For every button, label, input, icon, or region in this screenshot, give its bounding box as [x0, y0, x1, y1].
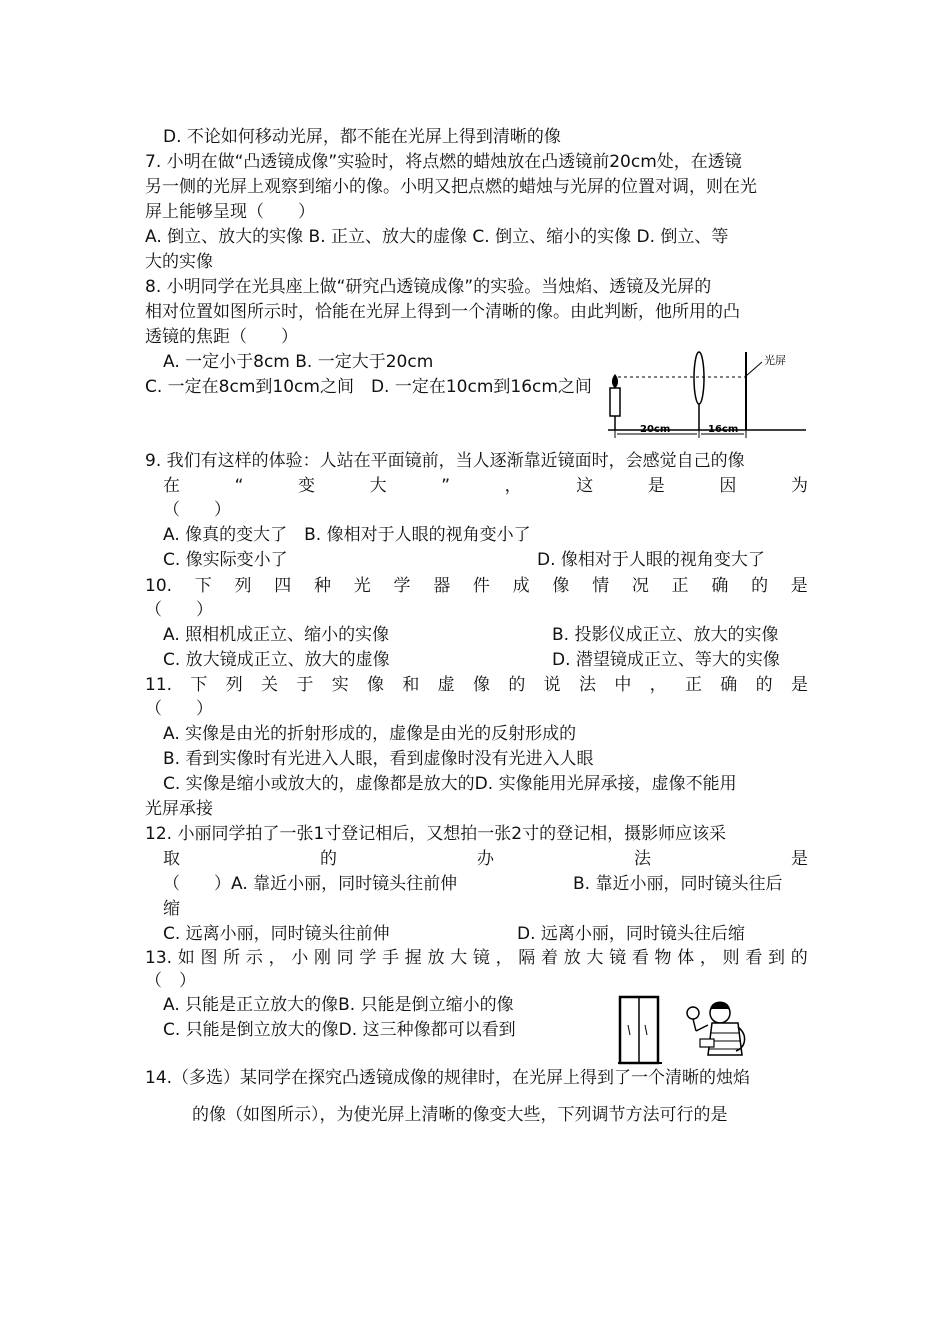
q10-stem-line2: （ ）	[145, 600, 213, 620]
q8-stem-line1: 8. 小明同学在光具座上做“研究凸透镜成像”的实验。当烛焰、透镜及光屏的	[145, 277, 712, 297]
screen-label: 光屏	[764, 354, 786, 367]
q7-options-line2: 大的实像	[145, 252, 213, 272]
q9-stem-line1: 9. 我们有这样的体验：人站在平面镜前，当人逐渐靠近镜面时，会感觉自己的像	[145, 451, 745, 471]
q13-options-cd: C. 只能是倒立放大的像D. 这三种像都可以看到	[163, 1020, 516, 1040]
convex-lens	[694, 352, 704, 404]
q11-options-cd: C. 实像是缩小或放大的，虚像都是放大的D. 实像能用光屏承接，虚像不能用	[163, 774, 737, 794]
q7-stem-line2: 另一侧的光屏上观察到缩小的像。小明又把点燃的蜡烛与光屏的位置对调，则在光	[145, 177, 757, 197]
screen-pointer	[746, 362, 762, 376]
q9-option-d: D. 像相对于人眼的视角变大了	[537, 550, 765, 570]
q10-option-c: C. 放大镜成正立、放大的虚像	[163, 650, 390, 670]
magnifier-icon	[687, 1007, 699, 1019]
q12-option-b-cont: 缩	[163, 899, 180, 919]
q8-stem-line3: 透镜的焦距（ ）	[145, 327, 298, 347]
q11-option-b: B. 看到实像时有光进入人眼，看到虚像时没有光进入人眼	[163, 749, 594, 769]
q8-options-ab: A. 一定小于8cm B. 一定大于20cm	[163, 352, 434, 372]
q10-stem-line1: 10. 下 列 四 种 光 学 器 件 成 像 情 况 正 确 的 是	[145, 576, 808, 596]
magnifier-figure	[616, 995, 766, 1067]
q12-stem-line1: 12. 小丽同学拍了一张1寸登记相后，又想拍一张2寸的登记相，摄影师应该采	[145, 824, 727, 844]
q12-option-c: C. 远离小丽，同时镜头往前伸	[163, 924, 390, 944]
q12-option-b: B. 靠近小丽，同时镜头往后	[573, 874, 783, 894]
q13-stem-line1: 13. 如 图 所 示 ， 小 刚 同 学 手 握 放 大 镜 ， 隔 着 放 大 镜 看 物 体 ， 则 看 到 的	[145, 948, 808, 968]
q14-stem-line2: 的像（如图所示），为使光屏上清晰的像变大些，下列调节方法可行的是	[192, 1105, 728, 1125]
q9-stem-line2: 在 “ 变 大 ” ， 这 是 因 为	[163, 476, 808, 496]
distance-label-16cm: 16cm	[708, 424, 739, 435]
q7-stem-line1: 7. 小明在做“凸透镜成像”实验时，将点燃的蜡烛放在凸透镜前20cm处，在透镜	[145, 152, 742, 172]
q8-options-cd: C. 一定在8cm到10cm之间 D. 一定在10cm到16cm之间	[145, 377, 592, 397]
q9-option-c: C. 像实际变小了	[163, 550, 288, 570]
q11-option-d-cont: 光屏承接	[145, 799, 213, 819]
q13-options-ab: A. 只能是正立放大的像B. 只能是倒立缩小的像	[163, 995, 514, 1015]
q10-option-b: B. 投影仪成正立、放大的实像	[552, 625, 779, 645]
q9-stem-line3: （ ）	[163, 500, 231, 520]
q11-stem-line2: （ ）	[145, 699, 213, 719]
q11-option-a: A. 实像是由光的折射形成的，虚像是由光的反射形成的	[163, 724, 577, 744]
q8-stem-line2: 相对位置如图所示时，恰能在光屏上得到一个清晰的像。由此判断，他所用的凸	[145, 302, 740, 322]
q12-option-a: （ ）A. 靠近小丽，同时镜头往前伸	[163, 874, 458, 894]
candle-flame	[612, 374, 618, 388]
q9-options-ab: A. 像真的变大了 B. 像相对于人眼的视角变小了	[163, 525, 531, 545]
q6-option-d: D. 不论如何移动光屏，都不能在光屏上得到清晰的像	[163, 127, 561, 147]
q11-stem-line1: 11. 下 列 关 于 实 像 和 虚 像 的 说 法 中 ， 正 确 的 是	[145, 675, 808, 695]
q13-stem-line2: （ ）	[145, 971, 196, 991]
q10-option-d: D. 潜望镜成正立、等大的实像	[552, 650, 780, 670]
q14-stem-line1: 14.（多选）某同学在探究凸透镜成像的规律时，在光屏上得到了一个清晰的烛焰	[145, 1068, 751, 1088]
boy-hair	[710, 1002, 730, 1010]
boy-arm	[696, 1025, 708, 1031]
q12-stem-line2: 取 的 办 法 是	[163, 849, 808, 869]
distance-label-20cm: 20cm	[640, 424, 671, 435]
q10-option-a: A. 照相机成正立、缩小的实像	[163, 625, 390, 645]
q7-options-line1: A. 倒立、放大的实像 B. 正立、放大的虚像 C. 倒立、缩小的实像 D. 倒立、等	[145, 227, 729, 247]
candle	[610, 388, 620, 416]
optical-bench-figure	[600, 348, 810, 443]
q7-stem-line3: 屏上能够呈现（ ）	[145, 202, 315, 222]
q12-option-d: D. 远离小丽，同时镜头往后缩	[517, 924, 745, 944]
